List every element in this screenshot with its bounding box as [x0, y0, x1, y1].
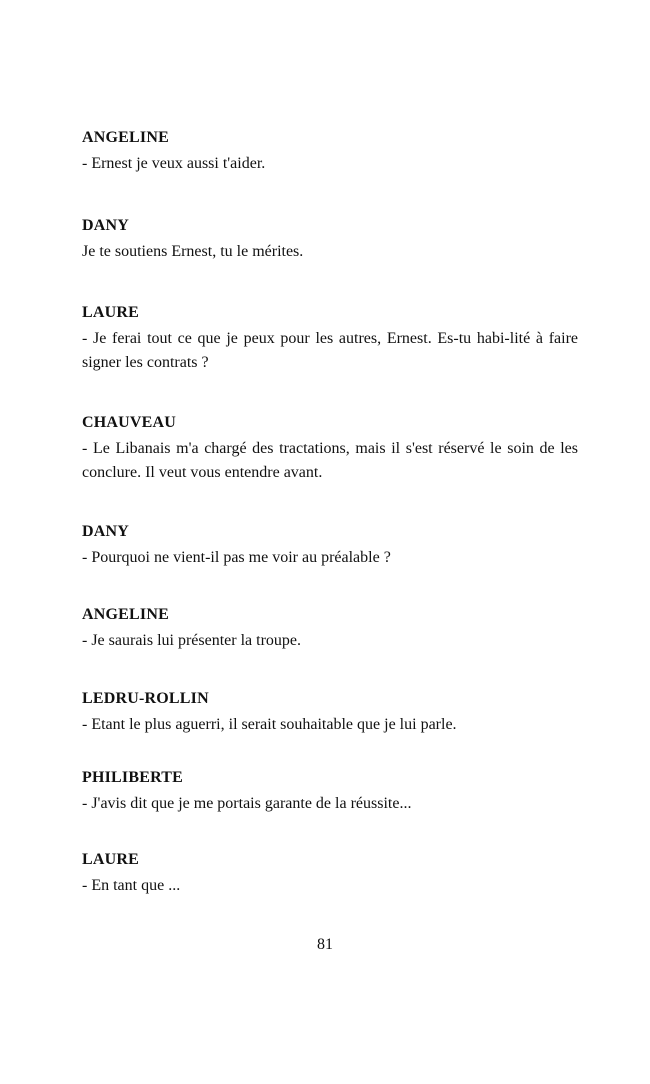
dialogue-entry: [82, 128, 578, 176]
dialogue-line: - Etant le plus aguerri, il serait souhaitable que je lui parle.: [82, 716, 457, 733]
dialogue-entry: [82, 303, 578, 375]
speaker-name: PHILIBERTE: [82, 769, 184, 786]
dialogue-line: - Pourquoi ne vient-il pas me voir au préalable ?: [82, 549, 391, 566]
speaker-name: CHAUVEAU: [82, 414, 177, 431]
dialogue-line: - J'avis dit que je me portais garante de la réussite...: [82, 795, 412, 812]
speaker-name: LAURE: [82, 304, 140, 321]
dialogue-entry: [82, 689, 578, 737]
speaker-name: LEDRU-ROLLIN: [82, 690, 209, 707]
dialogue-entry: [82, 413, 578, 485]
dialogue-line: - Je ferai tout ce que je peux pour les autres, Ernest. Es-tu habi-lité à faire signer les contrats ?: [82, 330, 578, 371]
dialogue-entry: [82, 605, 578, 653]
dialogue-line: - Je saurais lui présenter la troupe.: [82, 632, 302, 649]
dialogue-line: - En tant que ...: [82, 877, 181, 894]
speaker-name: DANY: [82, 217, 130, 234]
dialogue-line: - Ernest je veux aussi t'aider.: [82, 155, 266, 172]
dialogue-entry: [82, 850, 578, 898]
speaker-name: DANY: [82, 523, 130, 540]
page-number: 81: [317, 936, 333, 953]
dialogue-line: Je te soutiens Ernest, tu le mérites.: [82, 243, 304, 260]
dialogue-entry: [82, 522, 578, 570]
speaker-name: ANGELINE: [82, 129, 169, 146]
speaker-name: LAURE: [82, 851, 140, 868]
dialogue-entry: [82, 768, 578, 816]
dialogue-line: - Le Libanais m'a chargé des tractations, mais il s'est réservé le soin de les conclure. Il veut vous entendre avant.: [82, 440, 578, 481]
speaker-name: ANGELINE: [82, 606, 169, 623]
dialogue-entry: [82, 216, 578, 264]
